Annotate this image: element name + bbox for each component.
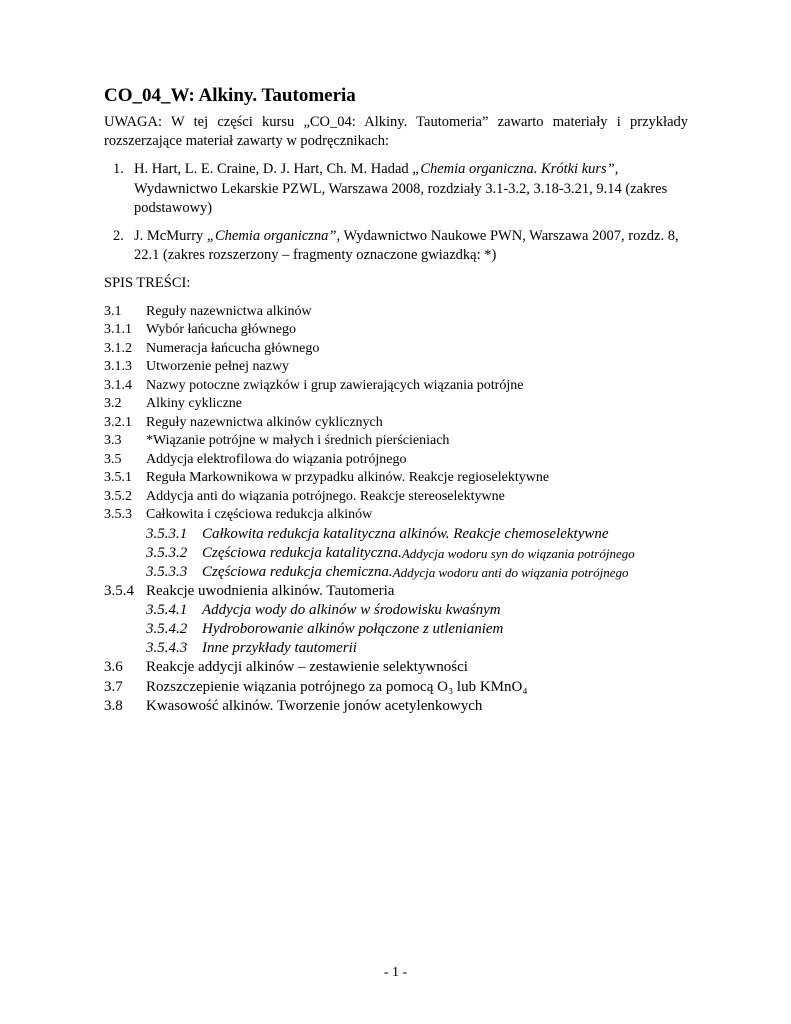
toc-entry xyxy=(104,582,688,602)
toc-number: 3.7 xyxy=(104,678,123,695)
toc-number: 3.1 xyxy=(104,303,122,319)
toc-entry xyxy=(104,303,688,322)
toc-subentry xyxy=(104,601,688,620)
toc-entry xyxy=(104,506,688,525)
toc-text-small: Addycja wodoru anti do wiązania potrójnego xyxy=(392,564,629,580)
toc-text: Wybór łańcucha głównego xyxy=(146,322,296,337)
toc-number: 3.5.4.1 xyxy=(146,602,188,618)
reference-number: 2. xyxy=(113,227,124,244)
toc-subentry xyxy=(104,563,688,582)
toc-entry xyxy=(104,321,688,340)
toc-number: 3.5 xyxy=(104,451,122,467)
toc-number: 3.5.3.3 xyxy=(146,563,188,580)
intro-paragraph: UWAGA: W tej części kursu „CO_04: Alkiny. Tautomeria” zawarto materiały i przykłady rozszerzające materiał zawarty w podręcznikach: xyxy=(104,114,688,149)
toc-text: Reakcje addycji alkinów – zestawienie selektywności xyxy=(146,659,468,675)
toc-entry xyxy=(104,395,688,414)
document-page xyxy=(104,84,688,717)
page-number: - 1 - xyxy=(383,965,408,980)
toc-number: 3.1.1 xyxy=(104,322,132,337)
toc-number: 3.5.3.1 xyxy=(146,525,188,542)
toc-entry xyxy=(104,451,688,470)
toc-entry xyxy=(104,678,688,698)
toc-number: 3.5.1 xyxy=(104,470,132,485)
toc-entry xyxy=(104,697,688,717)
reference-number: 1. xyxy=(113,161,124,177)
toc-text: *Wiązanie potrójne w małych i średnich pierścieniach xyxy=(146,433,450,448)
toc-text: Inne przykłady tautomerii xyxy=(202,640,357,656)
toc-number: 3.3 xyxy=(104,433,122,448)
toc-entry xyxy=(104,358,688,377)
toc-entry xyxy=(104,340,688,359)
toc-number: 3.5.4.3 xyxy=(146,640,188,656)
toc-entry xyxy=(104,469,688,488)
toc-text: Całkowita redukcja katalityczna alkinów. Reakcje chemoselektywne xyxy=(202,525,609,542)
toc-heading: SPIS TREŚCI: xyxy=(104,274,191,291)
toc-number: 3.8 xyxy=(104,698,123,714)
toc-number: 3.2 xyxy=(104,396,122,411)
table-of-contents xyxy=(104,303,688,717)
reference-details: , Wydawnictwo Lekarskie PZWL, Warszawa 2008, rozdziały 3.1-3.2, 3.18-3.21, 9.14 (zakres podstawowy) xyxy=(134,161,668,216)
toc-text: Reguły nazewnictwa alkinów cyklicznych xyxy=(146,414,383,430)
toc-text: Addycja wody do alkinów w środowisku kwaśnym xyxy=(202,602,501,618)
reference-book-title: „Chemia organiczna” xyxy=(206,227,337,244)
toc-subentry xyxy=(104,639,688,658)
toc-text: Reakcje uwodnienia alkinów. Tautomeria xyxy=(146,582,395,599)
toc-subentry xyxy=(104,525,688,544)
toc-text: Częściowa redukcja katalityczna. xyxy=(202,544,402,561)
reference-item xyxy=(104,227,688,266)
reference-item xyxy=(104,160,688,219)
document-title: CO_04_W: Alkiny. Tautomeria xyxy=(104,85,356,106)
toc-entry xyxy=(104,414,688,433)
toc-text: Alkiny cykliczne xyxy=(146,396,243,411)
toc-text: Utworzenie pełnej nazwy xyxy=(146,359,290,374)
toc-text: Addycja elektrofilowa do wiązania potrójnego xyxy=(146,451,407,467)
toc-number: 3.1.2 xyxy=(104,340,132,356)
toc-number: 3.5.4 xyxy=(104,582,134,599)
toc-number: 3.1.4 xyxy=(104,377,132,393)
toc-entry xyxy=(104,488,688,507)
toc-text: Całkowita i częściowa redukcja alkinów xyxy=(146,507,373,522)
toc-number: 3.5.4.2 xyxy=(146,621,188,637)
toc-number: 3.5.3 xyxy=(104,507,132,522)
toc-number: 3.6 xyxy=(104,659,123,675)
toc-text: Kwasowość alkinów. Tworzenie jonów acetylenkowych xyxy=(146,698,483,714)
toc-text: Rozszczepienie wiązania potrójnego za pomocą O₃ lub KMnO₄ xyxy=(146,678,528,695)
reference-authors: H. Hart, L. E. Craine, D. J. Hart, Ch. M. Hadad xyxy=(134,161,413,177)
toc-text: Częściowa redukcja chemiczna. xyxy=(202,563,393,580)
toc-text-small: Addycja wodoru syn do wiązania potrójnego xyxy=(401,545,635,561)
toc-number: 3.5.3.2 xyxy=(146,544,188,561)
reference-authors: J. McMurry xyxy=(134,227,207,244)
toc-entry xyxy=(104,432,688,451)
toc-entry xyxy=(104,377,688,396)
reference-book-title: „Chemia organiczna. Krótki kurs” xyxy=(412,161,615,177)
toc-text: Addycja anti do wiązania potrójnego. Reakcje stereoselektywne xyxy=(146,488,505,504)
toc-subentry xyxy=(104,620,688,639)
toc-subentry xyxy=(104,544,688,563)
toc-number: 3.2.1 xyxy=(104,414,132,430)
toc-text: Reguła Markownikowa w przypadku alkinów. Reakcje regioselektywne xyxy=(146,470,550,485)
toc-number: 3.5.2 xyxy=(104,488,132,504)
toc-text: Numeracja łańcucha głównego xyxy=(146,340,320,356)
reference-list xyxy=(104,160,688,266)
toc-entry xyxy=(104,658,688,678)
reference-details: , Wydawnictwo Naukowe PWN, Warszawa 2007, rozdz. 8, 22.1 (zakres rozszerzony – fragmenty oznaczone gwiazdką: *) xyxy=(134,227,679,263)
toc-text: Nazwy potoczne związków i grup zawierających wiązania potrójne xyxy=(146,377,524,393)
toc-text: Hydroborowanie alkinów połączone z utlenianiem xyxy=(202,621,504,637)
toc-number: 3.1.3 xyxy=(104,359,132,374)
toc-text: Reguły nazewnictwa alkinów xyxy=(146,303,312,319)
